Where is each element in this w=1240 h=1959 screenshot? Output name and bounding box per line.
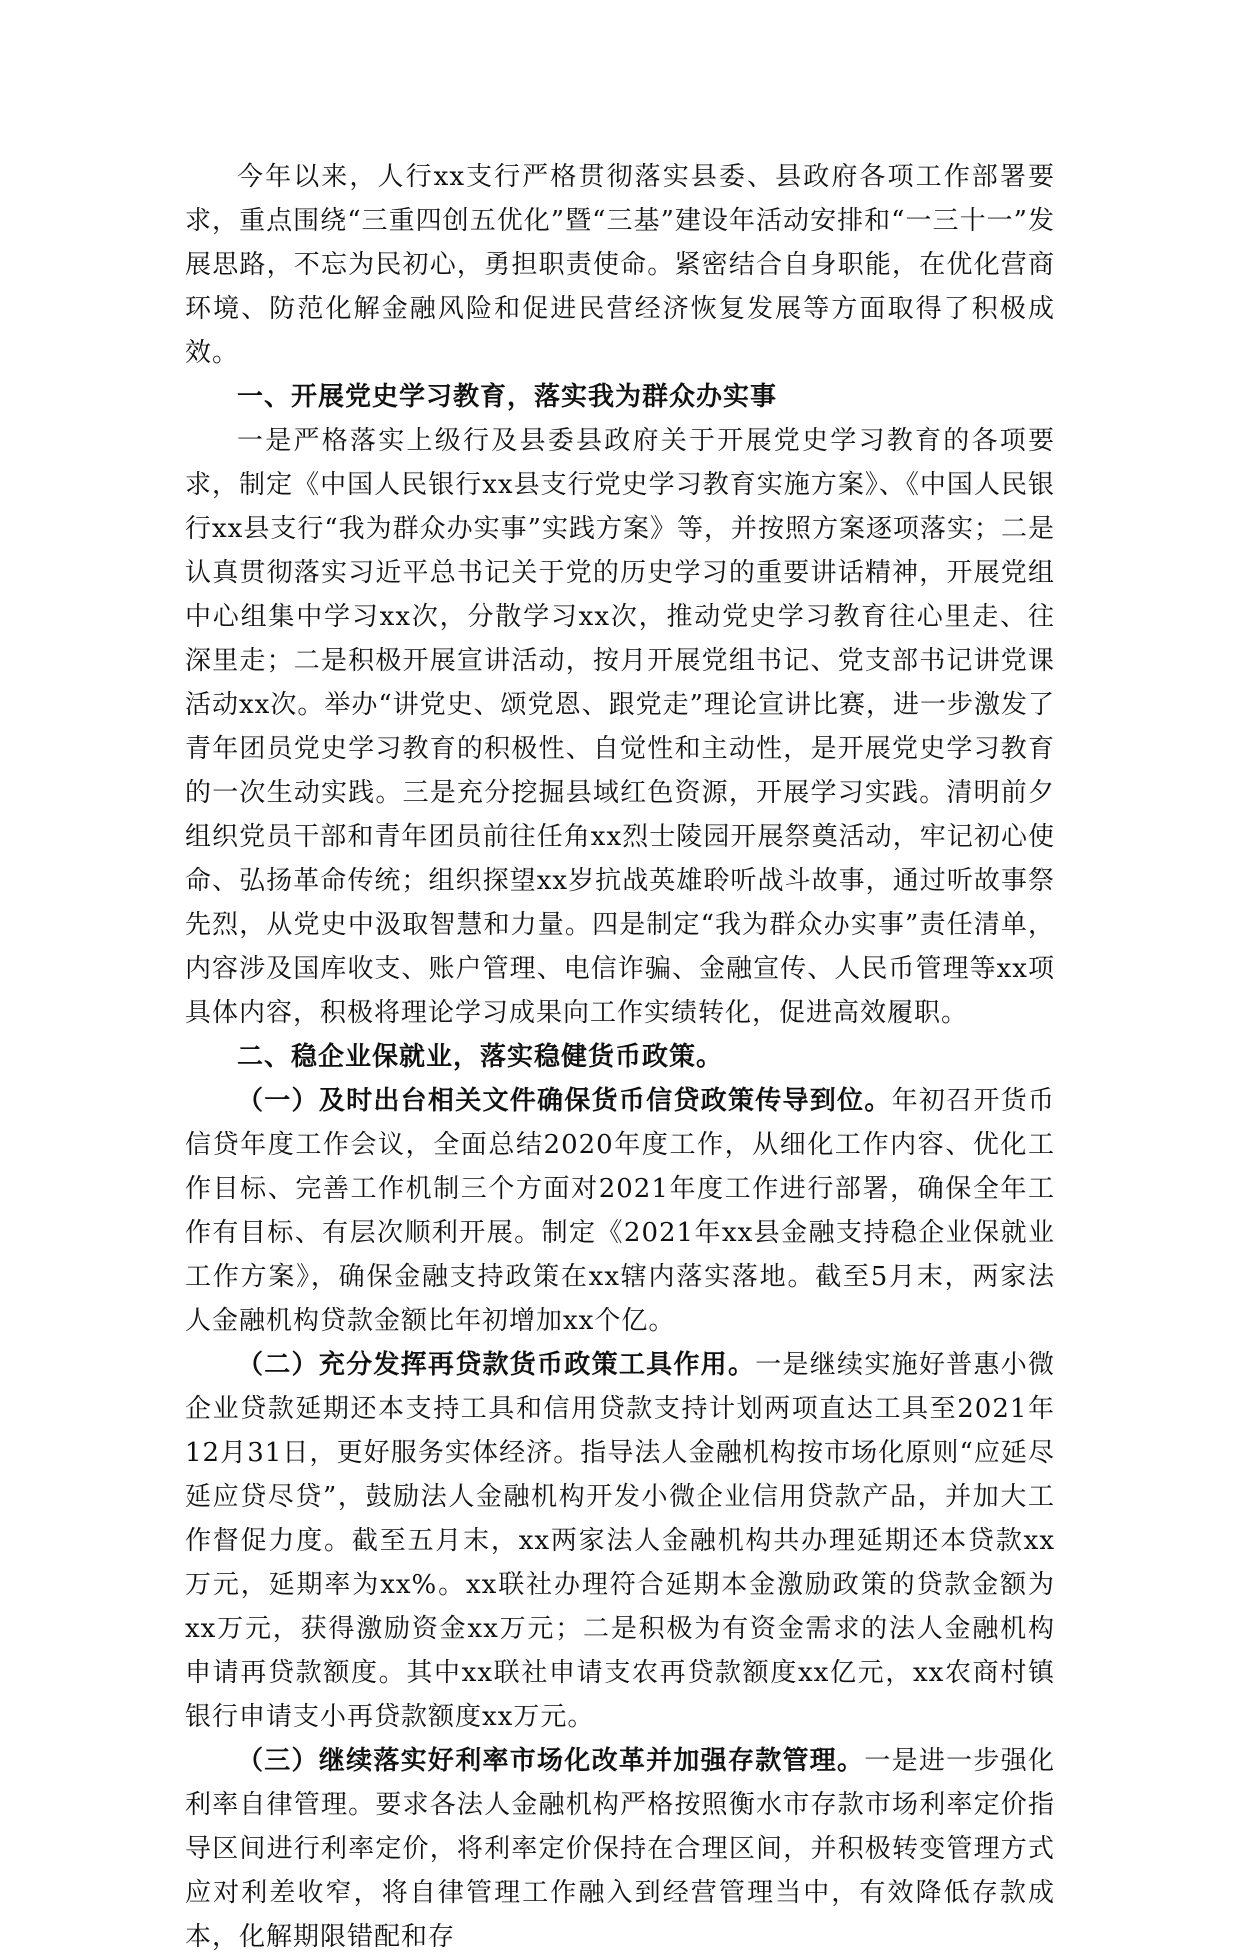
section-2-item-1-lead: （一）及时出台相关文件确保货币信贷政策传导到位。: [237, 1086, 892, 1116]
section-2-heading: 二、稳企业保就业，落实稳健货币政策。: [237, 1042, 724, 1072]
section-1-heading: 一、开展党史学习教育，落实我为群众办实事: [237, 382, 778, 412]
section-2-item-2-lead: （二）充分发挥再贷款货币政策工具作用。: [237, 1350, 756, 1380]
section-2-item-3: [185, 1739, 1055, 1959]
section-1-body: 一是严格落实上级行及县委县政府关于开展党史学习教育的各项要求，制定《中国人民银行xx县支行党史学习教育实施方案》、《中国人民银行xx县支行“我为群众办实事”实践方案》等，并按照方案逐项落实；二是认真贯彻落实习近平总书记关于党的历史学习的重要讲话精神，开展党组中心组集中学习xx次，分散学习xx次，推动党史学习教育往心里走、往深里走；二是积极开展宣讲活动，按月开展党组书记、党支部书记讲党课活动xx次。举办“讲党史、颂党恩、跟党走”理论宣讲比赛，进一步激发了青年团员党史学习教育的积极性、自觉性和主动性，是开展党史学习教育的一次生动实践。三是充分挖掘县域红色资源，开展学习实践。清明前夕组织党员干部和青年团员前往任角xx烈士陵园开展祭奠活动，牢记初心使命、弘扬革命传统；组织探望xx岁抗战英雄聆听战斗故事，通过听故事祭先烈，从党史中汲取智慧和力量。四是制定“我为群众办实事”责任清单，内容涉及国库收支、账户管理、电信诈骗、金融宣传、人民币管理等xx项具体内容，积极将理论学习成果向工作实绩转化，促进高效履职。: [185, 426, 1055, 1028]
section-2-item-2-text: 一是继续实施好普惠小微企业贷款延期还本支持工具和信用贷款支持计划两项直达工具至2021年12月31日，更好服务实体经济。指导法人金融机构按市场化原则“应延尽延应贷尽贷”，鼓励法人金融机构开发小微企业信用贷款产品，并加大工作督促力度。截至五月末，xx两家法人金融机构共办理延期还本贷款xx万元，延期率为xx%。xx联社办理符合延期本金激励政策的贷款金额为xx万元，获得激励资金xx万元；二是积极为有资金需求的法人金融机构申请再贷款额度。其中xx联社申请支农再贷款额度xx亿元，xx农商村镇银行申请支小再贷款额度xx万元。: [185, 1350, 1055, 1732]
section-2-item-2: [185, 1343, 1055, 1739]
section-2-item-1: [185, 1079, 1055, 1343]
section-2-item-1-text: 年初召开货币信贷年度工作会议，全面总结2020年度工作，从细化工作内容、优化工作目标、完善工作机制三个方面对2021年度工作进行部署，确保全年工作有目标、有层次顺利开展。制定《2021年xx县金融支持稳企业保就业工作方案》，确保金融支持政策在xx辖内落实落地。截至5月末，两家法人金融机构贷款金额比年初增加xx个亿。: [185, 1086, 1055, 1336]
document-page: [185, 155, 1055, 1959]
section-2-item-3-text: 一是进一步强化利率自律管理。要求各法人金融机构严格按照衡水市存款市场利率定价指导区间进行利率定价，将利率定价保持在合理区间，并积极转变管理方式应对利差收窄，将自律管理工作融入到经营管理当中，有效降低存款成本，化解期限错配和存: [185, 1746, 1055, 1952]
section-2-item-3-lead: （三）继续落实好利率市场化改革并加强存款管理。: [237, 1746, 865, 1776]
intro-paragraph: 今年以来，人行xx支行严格贯彻落实县委、县政府各项工作部署要求，重点围绕“三重四创五优化”暨“三基”建设年活动安排和“一三十一”发展思路，不忘为民初心，勇担职责使命。紧密结合自身职能，在优化营商环境、防范化解金融风险和促进民营经济恢复发展等方面取得了积极成效。: [185, 162, 1055, 368]
